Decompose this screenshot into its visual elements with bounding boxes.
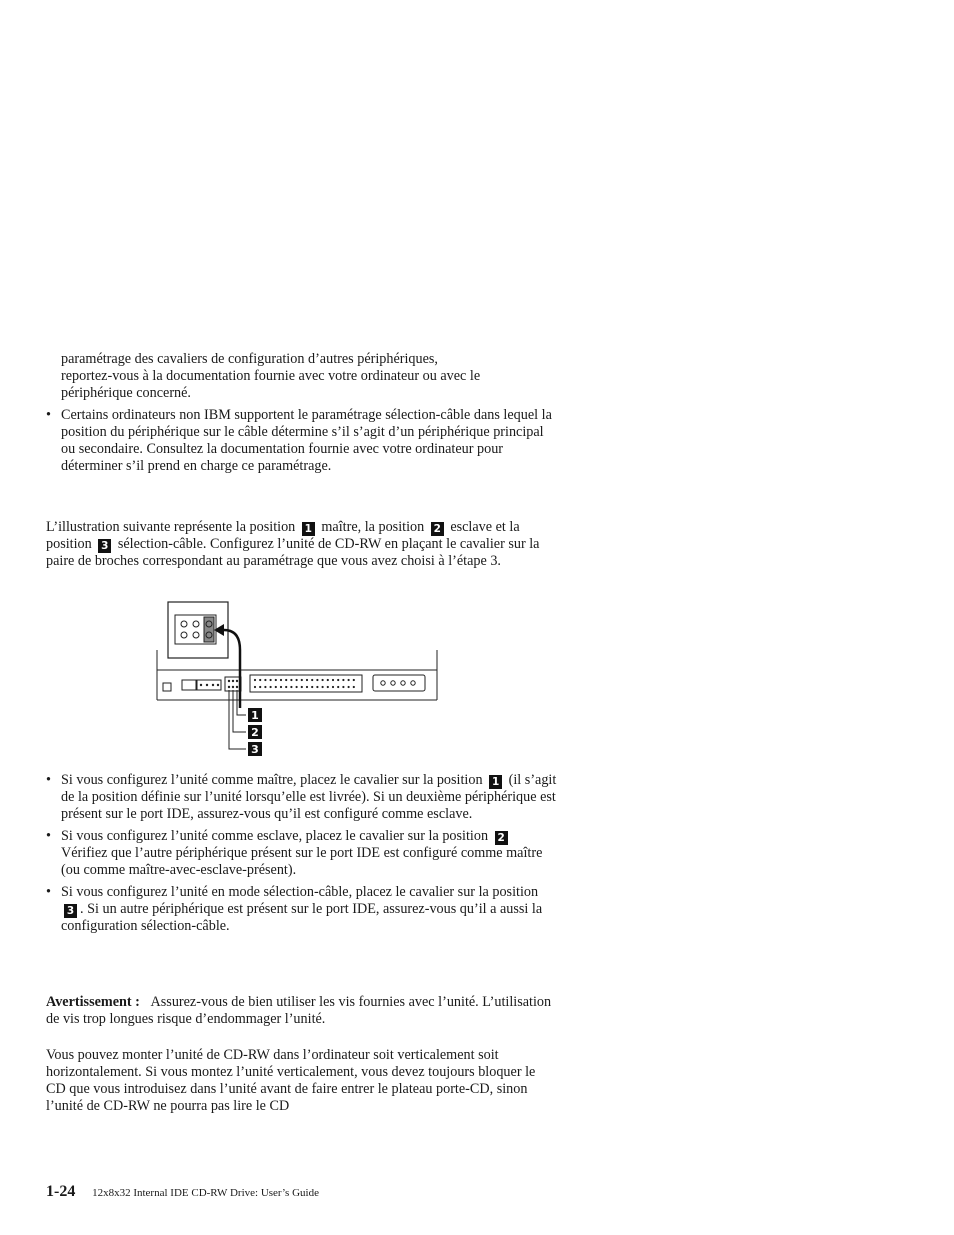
callout-1-label: 1 (251, 709, 259, 722)
callout-3-label: 3 (251, 743, 259, 756)
bullet-marker: • (46, 828, 51, 844)
callout-badge: 3 (64, 904, 77, 918)
ide-pin (322, 679, 324, 681)
ide-pin (301, 686, 303, 688)
continuation-line: paramétrage des cavaliers de configuration d’autres périphériques, (61, 351, 438, 367)
ide-pin (348, 679, 350, 681)
document-title: 12x8x32 Internal IDE CD-RW Drive: User’s Guide (92, 1187, 319, 1199)
ide-pin (337, 679, 339, 681)
page-number: 1-24 (46, 1183, 76, 1200)
continuation-line: périphérique concerné. (61, 385, 191, 401)
ide-pin (280, 686, 282, 688)
ide-pin (311, 686, 313, 688)
ide-pin (337, 686, 339, 688)
ide-pin (285, 679, 287, 681)
list-item (46, 828, 558, 879)
callout-2 (248, 725, 262, 739)
ide-pin (301, 679, 303, 681)
ide-pin (270, 679, 272, 681)
bullet-text: Certains ordinateurs non IBM supportent le paramétrage sélection-câble dans lequel la position du périphérique sur le câble détermine s’il s’agit d’un périphérique principal ou secondaire. Consultez la documentation fournie avec votre ordinateur pour déterminer s’il prend en charge ce paramétrage. (61, 407, 552, 474)
ide-pin (285, 686, 287, 688)
list-item (46, 772, 558, 823)
ide-pin (316, 686, 318, 688)
power-connector (373, 675, 425, 691)
callout-1 (248, 708, 262, 722)
ide-pin (296, 686, 298, 688)
callout-badge: 2 (431, 522, 444, 536)
bullet-text: Si vous configurez l’unité en mode sélection-câble, placez le cavalier sur la position (61, 884, 539, 900)
ide-connector (250, 675, 362, 692)
bullet-text: Vérifiez que l’autre périphérique présent sur le port IDE est configuré comme maître (ou comme maître-avec-esclave-présent). (61, 845, 543, 878)
ide-pin (290, 686, 292, 688)
list-item (46, 407, 558, 475)
bullet-list-top (46, 407, 558, 480)
ide-pin (264, 679, 266, 681)
bullet-marker: • (46, 772, 51, 788)
mounting-paragraph (46, 1047, 558, 1115)
ide-pin (275, 686, 277, 688)
audio-connector (182, 680, 221, 690)
callout-leaders (229, 690, 246, 749)
bullet-text: (il s’agit de la position définie sur l’unité lorsqu’elle est livrée). Si un deuxième périphérique est présent sur le port IDE, assurez-vous qu’il est configuré comme esclave. (61, 772, 557, 822)
page-footer (46, 1183, 319, 1202)
bullet-list (46, 772, 558, 940)
ide-pin (259, 686, 261, 688)
ide-pin (280, 679, 282, 681)
ide-pin (254, 679, 256, 681)
ide-pin (348, 686, 350, 688)
intro-paragraph (46, 519, 558, 570)
indicator-square (163, 683, 171, 691)
ide-pin (296, 679, 298, 681)
bullet-marker: • (46, 407, 51, 423)
intro-text: L’illustration suivante représente la position (46, 519, 296, 535)
ide-pin (327, 686, 329, 688)
intro-text: maître, la position (321, 519, 425, 535)
callout-badge: 1 (302, 522, 315, 536)
drive-rear-panel-figure (154, 600, 444, 762)
ide-pin (316, 679, 318, 681)
ide-pin (259, 679, 261, 681)
ide-pin (290, 679, 292, 681)
ide-pin (342, 686, 344, 688)
ide-pin (322, 686, 324, 688)
callout-badge: 3 (98, 539, 111, 553)
callout-badge: 2 (495, 831, 508, 845)
ide-pin (270, 686, 272, 688)
mounting-text: Vous pouvez monter l’unité de CD-RW dans l’ordinateur soit verticalement soit horizontalement. Si vous montez l’unité verticalement, vous devez toujours bloquer le CD que vous introduisez dans l’unité avant de faire entrer le plateau porte-CD, sinon l’unité de CD-RW ne pourra pas lire le CD (46, 1047, 536, 1114)
warning-paragraph (46, 994, 558, 1028)
ide-pin (264, 686, 266, 688)
continuation-paragraph (46, 351, 573, 402)
bullet-text: Si vous configurez l’unité comme maître, placez le cavalier sur la position (61, 772, 483, 788)
ide-pin (353, 686, 355, 688)
bullet-text: . Si un autre périphérique est présent sur le port IDE, assurez-vous qu’il a aussi la configuration sélection-câble. (61, 901, 543, 934)
bullet-marker: • (46, 884, 51, 900)
ide-pin (254, 686, 256, 688)
ide-pin (332, 686, 334, 688)
callout-2-label: 2 (251, 726, 259, 739)
jumper-pins-small (225, 677, 241, 691)
intro-text: esclave et la position (46, 519, 520, 552)
warning-label: Avertissement : (46, 994, 140, 1010)
intro-text: sélection-câble. Configurez l’unité de CD-RW en plaçant le cavalier sur la paire de broches correspondant au paramétrage que vous avez choisi à l’étape 3. (46, 536, 540, 569)
warning-text: Assurez-vous de bien utiliser les vis fournies avec l’unité. L’utilisation de vis trop longues risque d’endommager l’unité. (46, 994, 552, 1027)
list-item (46, 884, 558, 935)
ide-pin (327, 679, 329, 681)
ide-pin (275, 679, 277, 681)
ide-pin (306, 679, 308, 681)
ide-pin (311, 679, 313, 681)
continuation-line: reportez-vous à la documentation fournie avec votre ordinateur ou avec le (61, 368, 481, 384)
ide-pin (332, 679, 334, 681)
bullet-text: Si vous configurez l’unité comme esclave, placez le cavalier sur la position (61, 828, 489, 844)
ide-pin (342, 679, 344, 681)
ide-pin (353, 679, 355, 681)
callout-badge: 1 (489, 775, 502, 789)
ide-pin (306, 686, 308, 688)
callout-3 (248, 742, 262, 756)
